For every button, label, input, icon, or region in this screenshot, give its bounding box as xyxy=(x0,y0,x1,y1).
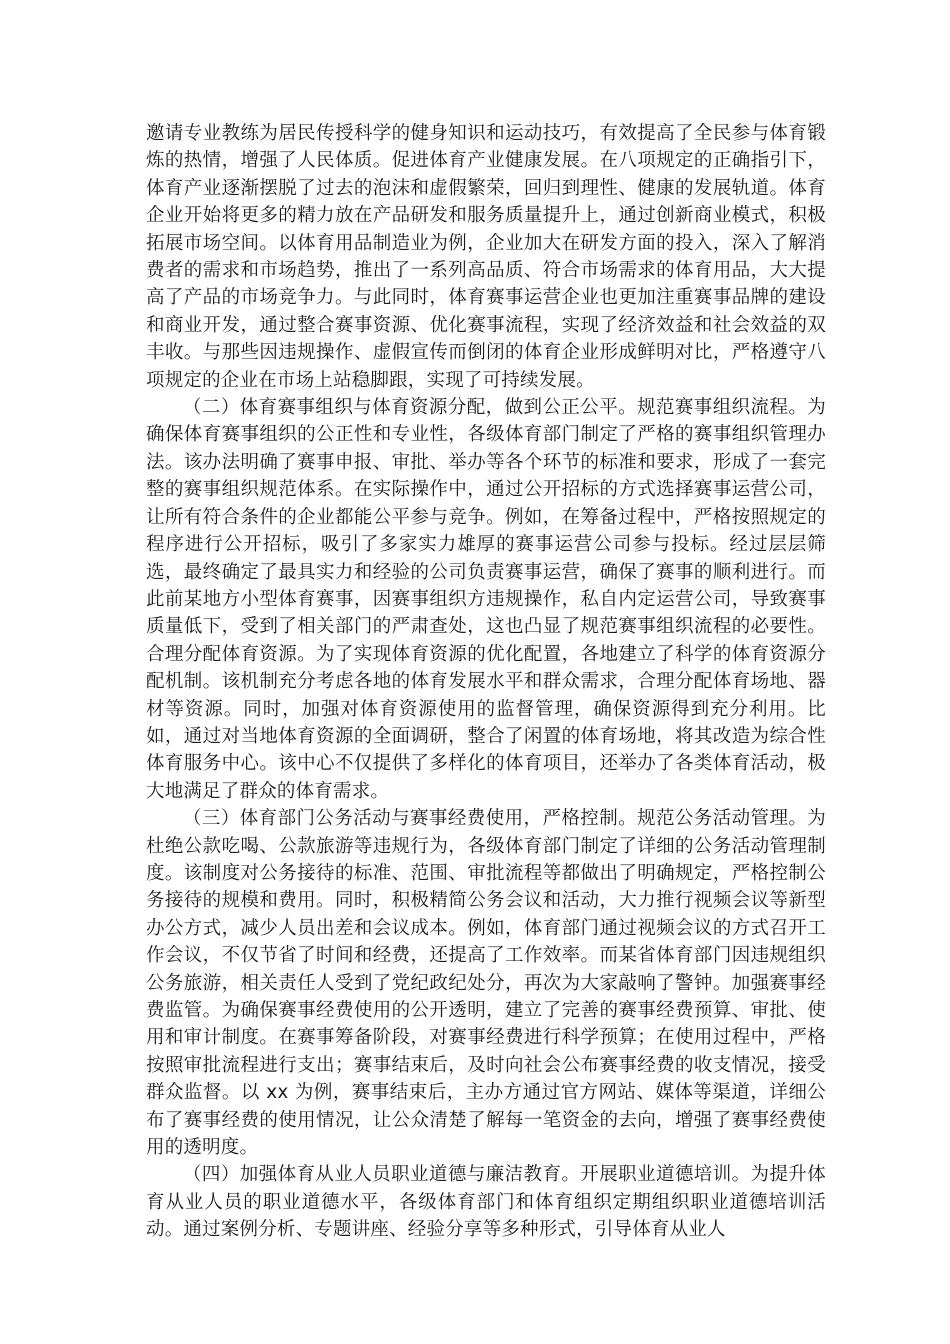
paragraph-section-three: （三）体育部门公务活动与赛事经费使用，严格控制。规范公务活动管理。为杜绝公款吃喝、公款旅游等违规行为，各级体育部门制定了详细的公务活动管理制度。该制度对公务接待的标准、范围、审批流程等都做出了明确规定，严格控制公务接待的规模和费用。同时，积极精简公务会议和活动，大力推行视频会议等新型办公方式，减少人员出差和会议成本。例如，体育部门通过视频会议的方式召开工作会议，不仅节省了时间和经费，还提高了工作效率。而某省体育部门因违规组织公务旅游，相关责任人受到了党纪政纪处分，再次为大家敲响了警钟。加强赛事经费监管。为确保赛事经费使用的公开透明，建立了完善的赛事经费预算、审批、使用和审计制度。在赛事筹备阶段，对赛事经费进行科学预算；在使用过程中，严格按照审批流程进行支出；赛事结束后，及时向社会公布赛事经费的收支情况，接受群众监督。以 xx 为例，赛事结束后，主办方通过官方网站、媒体等渠道，详细公布了赛事经费的使用情况，让公众清楚了解每一笔资金的去向，增强了赛事经费使用的透明度。 xyxy=(146,808,826,1159)
paragraph-section-two: （二）体育赛事组织与体育资源分配，做到公正公平。规范赛事组织流程。为确保体育赛事组织的公正性和专业性，各级体育部门制定了严格的赛事组织管理办法。该办法明确了赛事申报、审批、举办等各个环节的标准和要求，形成了一套完整的赛事组织规范体系。在实际操作中，通过公开招标的方式选择赛事运营公司，让所有符合条件的企业都能公平参与竞争。例如，在筹备过程中，严格按照规定的程序进行公开招标，吸引了多家实力雄厚的赛事运营公司参与投标。经过层层筛选，最终确定了最具实力和经验的公司负责赛事运营，确保了赛事的顺利进行。而此前某地方小型体育赛事，因赛事组织方违规操作，私自内定运营公司，导致赛事质量低下，受到了相关部门的严肃查处，这也凸显了规范赛事组织流程的必要性。合理分配体育资源。为了实现体育资源的优化配置，各地建立了科学的体育资源分配机制。该机制充分考虑各地的体育发展水平和群众需求，合理分配体育场地、器材等资源。同时，加强对体育资源使用的监督管理，确保资源得到充分利用。比如，通过对当地体育资源的全面调研，整合了闲置的体育场地，将其改造为综合性体育服务中心。该中心不仅提供了多样化的体育项目，还举办了各类体育活动，极大地满足了群众的体育需求。 xyxy=(146,397,826,802)
paragraph-section-four: （四）加强体育从业人员职业道德与廉洁教育。开展职业道德培训。为提升体育从业人员的职业道德水平，各级体育部门和体育组织定期组织职业道德培训活动。通过案例分析、专题讲座、经验分享等多种形式，引导体育从业人 xyxy=(146,1164,826,1241)
document-page xyxy=(146,120,826,1244)
paragraph-industry-development: 邀请专业教练为居民传授科学的健身知识和运动技巧，有效提高了全民参与体育锻炼的热情，增强了人民体质。促进体育产业健康发展。在八项规定的正确指引下，体育产业逐渐摆脱了过去的泡沫和虚假繁荣，回归到理性、健康的发展轨道。体育企业开始将更多的精力放在产品研发和服务质量提升上，通过创新商业模式，积极拓展市场空间。以体育用品制造业为例，企业加大在研发方面的投入，深入了解消费者的需求和市场趋势，推出了一系列高品质、符合市场需求的体育用品，大大提高了产品的市场竞争力。与此同时，体育赛事运营企业也更加注重赛事品牌的建设和商业开发，通过整合赛事资源、优化赛事流程，实现了经济效益和社会效益的双丰收。与那些因违规操作、虚假宣传而倒闭的体育企业形成鲜明对比，严格遵守八项规定的企业在市场上站稳脚跟，实现了可持续发展。 xyxy=(146,123,826,391)
